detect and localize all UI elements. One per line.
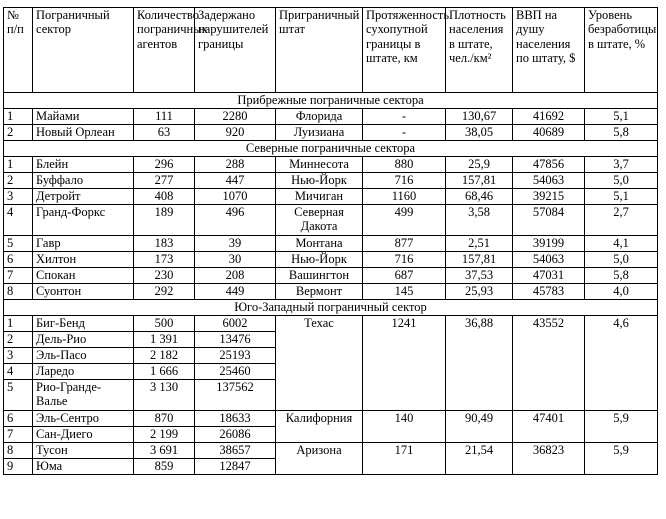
cell-length: 716 (363, 173, 446, 189)
border-sectors-table (3, 7, 658, 475)
table-row (4, 268, 658, 284)
cell-detained: 25193 (195, 348, 276, 364)
table-row (4, 157, 658, 173)
section-row-southwest (4, 300, 658, 316)
cell-detained: 13476 (195, 332, 276, 348)
cell-detained: 137562 (195, 380, 276, 411)
cell-num: 2 (4, 125, 33, 141)
cell-agents: 230 (134, 268, 195, 284)
cell-state: Калифорния (276, 411, 363, 443)
header-unemployment: Уровень безработицы в штате, % (585, 8, 658, 93)
cell-num: 6 (4, 252, 33, 268)
cell-num: 5 (4, 236, 33, 252)
cell-detained: 12847 (195, 459, 276, 475)
cell-density: 68,46 (446, 189, 513, 205)
cell-density: 130,67 (446, 109, 513, 125)
table-row (4, 236, 658, 252)
header-agents: Количество пограничных агентов (134, 8, 195, 93)
table-row (4, 109, 658, 125)
cell-length: 716 (363, 252, 446, 268)
cell-state: Вашингтон (276, 268, 363, 284)
cell-agents: 1 391 (134, 332, 195, 348)
cell-agents: 1 666 (134, 364, 195, 380)
cell-density: 90,49 (446, 411, 513, 443)
cell-sector: Блейн (33, 157, 134, 173)
cell-length: 140 (363, 411, 446, 443)
table-row (4, 443, 658, 459)
cell-agents: 2 199 (134, 427, 195, 443)
cell-sector: Буффало (33, 173, 134, 189)
cell-unemployment: 4,6 (585, 316, 658, 411)
cell-agents: 859 (134, 459, 195, 475)
document-page (3, 7, 658, 475)
cell-detained: 6002 (195, 316, 276, 332)
cell-density: 157,81 (446, 252, 513, 268)
header-density: Плотность населения в штате, чел./км² (446, 8, 513, 93)
header-state: Приграничный штат (276, 8, 363, 93)
header-length: Протяженность сухопутной границы в штате, км (363, 8, 446, 93)
cell-detained: 30 (195, 252, 276, 268)
cell-agents: 189 (134, 205, 195, 236)
cell-agents: 292 (134, 284, 195, 300)
cell-sector: Детройт (33, 189, 134, 205)
cell-num: 6 (4, 411, 33, 427)
cell-gdp: 36823 (513, 443, 585, 475)
cell-num: 9 (4, 459, 33, 475)
cell-num: 3 (4, 348, 33, 364)
section-title: Северные пограничные сектора (4, 141, 658, 157)
cell-num: 7 (4, 427, 33, 443)
header-gdp: ВВП на душу населения по штату, $ (513, 8, 585, 93)
cell-density: 36,88 (446, 316, 513, 411)
cell-sector: Гавр (33, 236, 134, 252)
cell-num: 3 (4, 189, 33, 205)
cell-detained: 288 (195, 157, 276, 173)
cell-agents: 277 (134, 173, 195, 189)
cell-sector: Рио-Гранде-Валье (33, 380, 134, 411)
header-sector: Пограничный сектор (33, 8, 134, 93)
cell-gdp: 40689 (513, 125, 585, 141)
cell-state: Северная Дакота (276, 205, 363, 236)
table-row (4, 316, 658, 332)
table-row (4, 125, 658, 141)
cell-density: 38,05 (446, 125, 513, 141)
cell-length: - (363, 125, 446, 141)
cell-sector: Новый Орлеан (33, 125, 134, 141)
cell-detained: 26086 (195, 427, 276, 443)
cell-unemployment: 5,9 (585, 411, 658, 443)
cell-density: 2,51 (446, 236, 513, 252)
cell-agents: 870 (134, 411, 195, 427)
cell-unemployment: 4,0 (585, 284, 658, 300)
cell-length: 880 (363, 157, 446, 173)
cell-detained: 2280 (195, 109, 276, 125)
cell-detained: 208 (195, 268, 276, 284)
cell-agents: 111 (134, 109, 195, 125)
cell-detained: 447 (195, 173, 276, 189)
cell-length: 499 (363, 205, 446, 236)
section-row-northern (4, 141, 658, 157)
cell-length: - (363, 109, 446, 125)
cell-unemployment: 4,1 (585, 236, 658, 252)
table-row (4, 284, 658, 300)
cell-density: 25,9 (446, 157, 513, 173)
cell-detained: 449 (195, 284, 276, 300)
cell-sector: Хилтон (33, 252, 134, 268)
cell-length: 1160 (363, 189, 446, 205)
cell-num: 2 (4, 332, 33, 348)
cell-density: 25,93 (446, 284, 513, 300)
cell-num: 8 (4, 443, 33, 459)
cell-density: 37,53 (446, 268, 513, 284)
cell-num: 5 (4, 380, 33, 411)
cell-gdp: 54063 (513, 173, 585, 189)
cell-sector: Спокан (33, 268, 134, 284)
cell-detained: 18633 (195, 411, 276, 427)
cell-agents: 173 (134, 252, 195, 268)
cell-state: Луизиана (276, 125, 363, 141)
cell-gdp: 47031 (513, 268, 585, 284)
cell-num: 4 (4, 205, 33, 236)
cell-length: 877 (363, 236, 446, 252)
cell-state: Монтана (276, 236, 363, 252)
cell-density: 157,81 (446, 173, 513, 189)
cell-detained: 38657 (195, 443, 276, 459)
cell-sector: Майами (33, 109, 134, 125)
cell-gdp: 54063 (513, 252, 585, 268)
cell-sector: Суонтон (33, 284, 134, 300)
cell-state: Нью-Йорк (276, 173, 363, 189)
cell-length: 687 (363, 268, 446, 284)
cell-density: 3,58 (446, 205, 513, 236)
table-row (4, 252, 658, 268)
cell-detained: 39 (195, 236, 276, 252)
cell-sector: Биг-Бенд (33, 316, 134, 332)
cell-gdp: 39199 (513, 236, 585, 252)
cell-gdp: 39215 (513, 189, 585, 205)
cell-state: Вермонт (276, 284, 363, 300)
cell-length: 1241 (363, 316, 446, 411)
cell-density: 21,54 (446, 443, 513, 475)
cell-sector: Эль-Сентро (33, 411, 134, 427)
cell-unemployment: 3,7 (585, 157, 658, 173)
cell-state: Флорида (276, 109, 363, 125)
cell-unemployment: 5,1 (585, 189, 658, 205)
cell-detained: 25460 (195, 364, 276, 380)
header-num: № п/п (4, 8, 33, 93)
cell-state: Миннесота (276, 157, 363, 173)
cell-num: 1 (4, 157, 33, 173)
cell-num: 8 (4, 284, 33, 300)
cell-length: 171 (363, 443, 446, 475)
cell-num: 2 (4, 173, 33, 189)
cell-sector: Юма (33, 459, 134, 475)
cell-num: 1 (4, 316, 33, 332)
cell-unemployment: 5,0 (585, 252, 658, 268)
cell-gdp: 57084 (513, 205, 585, 236)
cell-state: Мичиган (276, 189, 363, 205)
table-row (4, 189, 658, 205)
cell-state: Техас (276, 316, 363, 411)
cell-agents: 63 (134, 125, 195, 141)
cell-unemployment: 5,1 (585, 109, 658, 125)
cell-agents: 500 (134, 316, 195, 332)
cell-state: Нью-Йорк (276, 252, 363, 268)
cell-state: Аризона (276, 443, 363, 475)
cell-num: 1 (4, 109, 33, 125)
cell-sector: Дель-Рио (33, 332, 134, 348)
section-title: Прибрежные пограничные сектора (4, 93, 658, 109)
cell-gdp: 47401 (513, 411, 585, 443)
cell-unemployment: 2,7 (585, 205, 658, 236)
cell-sector: Сан-Диего (33, 427, 134, 443)
cell-sector: Гранд-Форкс (33, 205, 134, 236)
cell-num: 7 (4, 268, 33, 284)
table-row (4, 173, 658, 189)
cell-agents: 3 130 (134, 380, 195, 411)
table-row (4, 411, 658, 427)
cell-unemployment: 5,8 (585, 268, 658, 284)
cell-detained: 1070 (195, 189, 276, 205)
cell-gdp: 43552 (513, 316, 585, 411)
cell-unemployment: 5,8 (585, 125, 658, 141)
header-detained: Задержано нарушителей границы (195, 8, 276, 93)
cell-detained: 496 (195, 205, 276, 236)
cell-unemployment: 5,9 (585, 443, 658, 475)
section-row-coastal (4, 93, 658, 109)
cell-sector: Эль-Пасо (33, 348, 134, 364)
cell-num: 4 (4, 364, 33, 380)
header-row (4, 8, 658, 93)
cell-sector: Тусон (33, 443, 134, 459)
cell-length: 145 (363, 284, 446, 300)
cell-sector: Ларедо (33, 364, 134, 380)
cell-agents: 296 (134, 157, 195, 173)
cell-gdp: 41692 (513, 109, 585, 125)
table-row (4, 205, 658, 236)
cell-gdp: 47856 (513, 157, 585, 173)
cell-unemployment: 5,0 (585, 173, 658, 189)
cell-detained: 920 (195, 125, 276, 141)
cell-agents: 2 182 (134, 348, 195, 364)
cell-agents: 408 (134, 189, 195, 205)
cell-gdp: 45783 (513, 284, 585, 300)
cell-agents: 183 (134, 236, 195, 252)
section-title: Юго-Западный пограничный сектор (4, 300, 658, 316)
cell-agents: 3 691 (134, 443, 195, 459)
